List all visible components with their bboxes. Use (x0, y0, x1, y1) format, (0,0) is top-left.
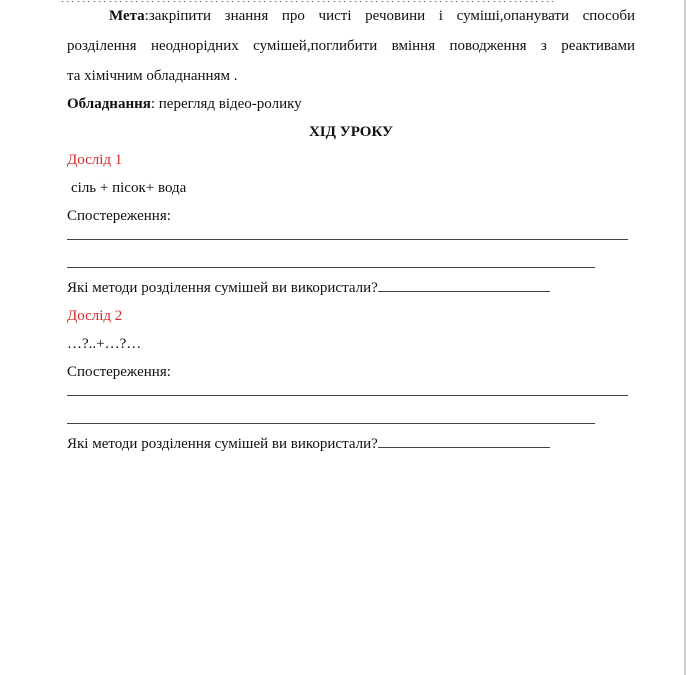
equipment-label: Обладнання (67, 96, 151, 112)
experiment-1-observations-label: Спостереження: (67, 208, 171, 224)
experiment-2-question (67, 432, 635, 456)
experiment-2-title: Дослід 2 (67, 308, 123, 324)
experiment-2-observations-label: Спостереження: (67, 364, 171, 380)
experiment-1-question (67, 276, 635, 300)
experiment-2-formula: …?..+…?… (67, 336, 142, 352)
goal-line-1 (67, 4, 635, 28)
goal-text-1: :закріпити знання про чисті речовини і суміші,опанувати способи (144, 8, 635, 24)
goal-line-3: та хімічним обладнанням . (67, 68, 238, 84)
experiment-2-answer-line-1[interactable] (67, 395, 628, 396)
clipped-text (60, 0, 580, 2)
experiment-1-question-answer-line[interactable] (378, 278, 550, 292)
equipment-line (67, 92, 635, 116)
experiment-2-question-text: Які методи розділення сумішей ви використали? (67, 436, 378, 452)
clipped-previous-line (60, 0, 580, 2)
goal-line-2: розділення неоднорідних сумішей,поглибити вміння поводження з реактивами (67, 38, 635, 54)
experiment-1-answer-line-1[interactable] (67, 239, 628, 240)
experiment-2-answer-line-2[interactable] (67, 423, 595, 424)
experiment-1-title: Дослід 1 (67, 152, 123, 168)
experiment-1-formula: сіль + пісок+ вода (71, 180, 187, 196)
experiment-2-question-answer-line[interactable] (378, 434, 550, 448)
experiment-1-answer-line-2[interactable] (67, 267, 595, 268)
equipment-text: : перегляд відео-ролику (150, 96, 302, 112)
document-content (67, 4, 635, 456)
lesson-heading: ХІД УРОКУ (308, 124, 394, 140)
goal-label: Мета (109, 8, 145, 24)
experiment-1-question-text: Які методи розділення сумішей ви використали? (67, 280, 378, 296)
